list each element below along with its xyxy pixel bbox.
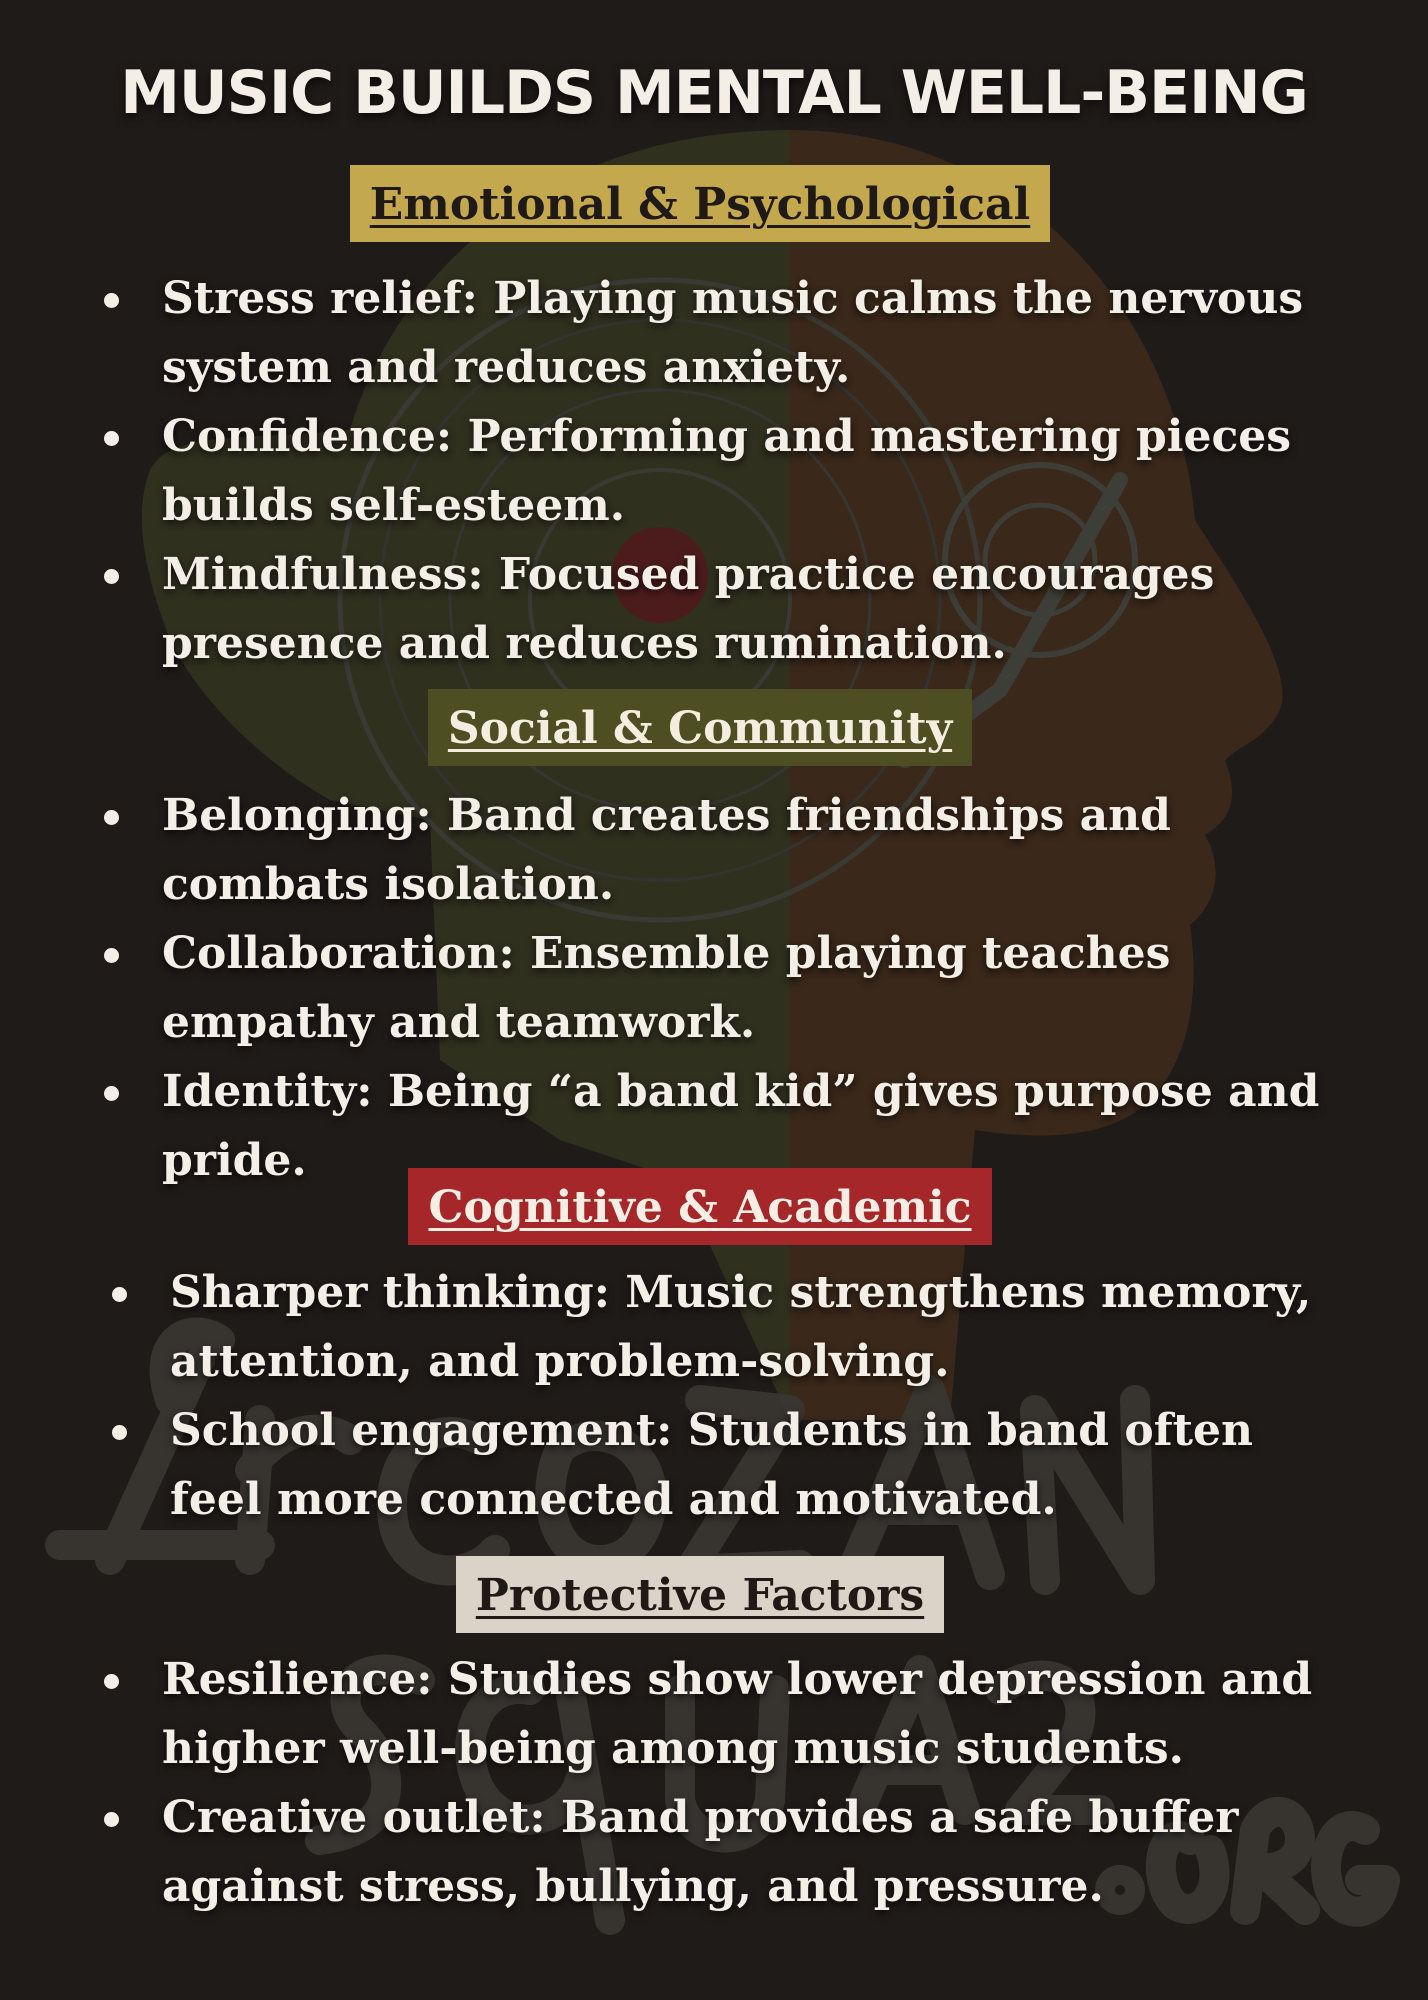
section-heading-emotional (0, 165, 1400, 242)
list-item (108, 1396, 1358, 1534)
list-item-text: Confidence: Performing and mastering pieces builds self-esteem. (162, 411, 1292, 531)
list-item (108, 1258, 1358, 1396)
list-item (100, 264, 1330, 402)
list-item-text: Creative outlet: Band provides a safe buffer against stress, bullying, and pressure. (162, 1792, 1239, 1912)
bullet-icon (104, 1812, 119, 1827)
cognitive-list (108, 1258, 1358, 1534)
section-heading-label: Cognitive & Academic (408, 1168, 991, 1245)
section-heading-cognitive (0, 1168, 1400, 1245)
list-item (100, 1645, 1340, 1783)
list-item-text: Sharper thinking: Music strengthens memory, attention, and problem-solving. (170, 1267, 1312, 1387)
page-title: MUSIC BUILDS MENTAL WELL-BEING (120, 58, 1308, 128)
bullet-icon (104, 948, 119, 963)
list-item (100, 540, 1330, 678)
bullet-icon (104, 293, 119, 308)
list-item-text: Belonging: Band creates friendships and combats isolation. (162, 790, 1171, 910)
emotional-list (100, 264, 1330, 678)
bullet-icon (104, 1674, 119, 1689)
list-item (100, 919, 1330, 1057)
list-item-text: Collaboration: Ensemble playing teaches empathy and teamwork. (162, 928, 1171, 1048)
section-heading-label: Social & Community (428, 689, 972, 766)
list-item (100, 402, 1330, 540)
section-heading-protective (0, 1556, 1400, 1633)
bullet-icon (112, 1287, 127, 1302)
protective-list (100, 1645, 1340, 1921)
list-item (100, 781, 1330, 919)
list-item-text: Identity: Being “a band kid” gives purpose and pride. (162, 1066, 1320, 1186)
list-item (100, 1783, 1340, 1921)
list-item-text: Stress relief: Playing music calms the nervous system and reduces anxiety. (162, 273, 1304, 393)
bullet-icon (104, 569, 119, 584)
bullet-icon (104, 1086, 119, 1101)
list-item-text: Mindfulness: Focused practice encourages presence and reduces rumination. (162, 549, 1215, 669)
bullet-icon (104, 810, 119, 825)
section-heading-label: Emotional & Psychological (350, 165, 1051, 242)
bullet-icon (112, 1425, 127, 1440)
section-heading-label: Protective Factors (456, 1556, 944, 1633)
list-item-text: Resilience: Studies show lower depression and higher well-being among music students. (162, 1654, 1313, 1774)
social-list (100, 781, 1330, 1195)
bullet-icon (104, 431, 119, 446)
section-heading-social (0, 689, 1400, 766)
list-item-text: School engagement: Students in band often feel more connected and motivated. (170, 1405, 1253, 1525)
